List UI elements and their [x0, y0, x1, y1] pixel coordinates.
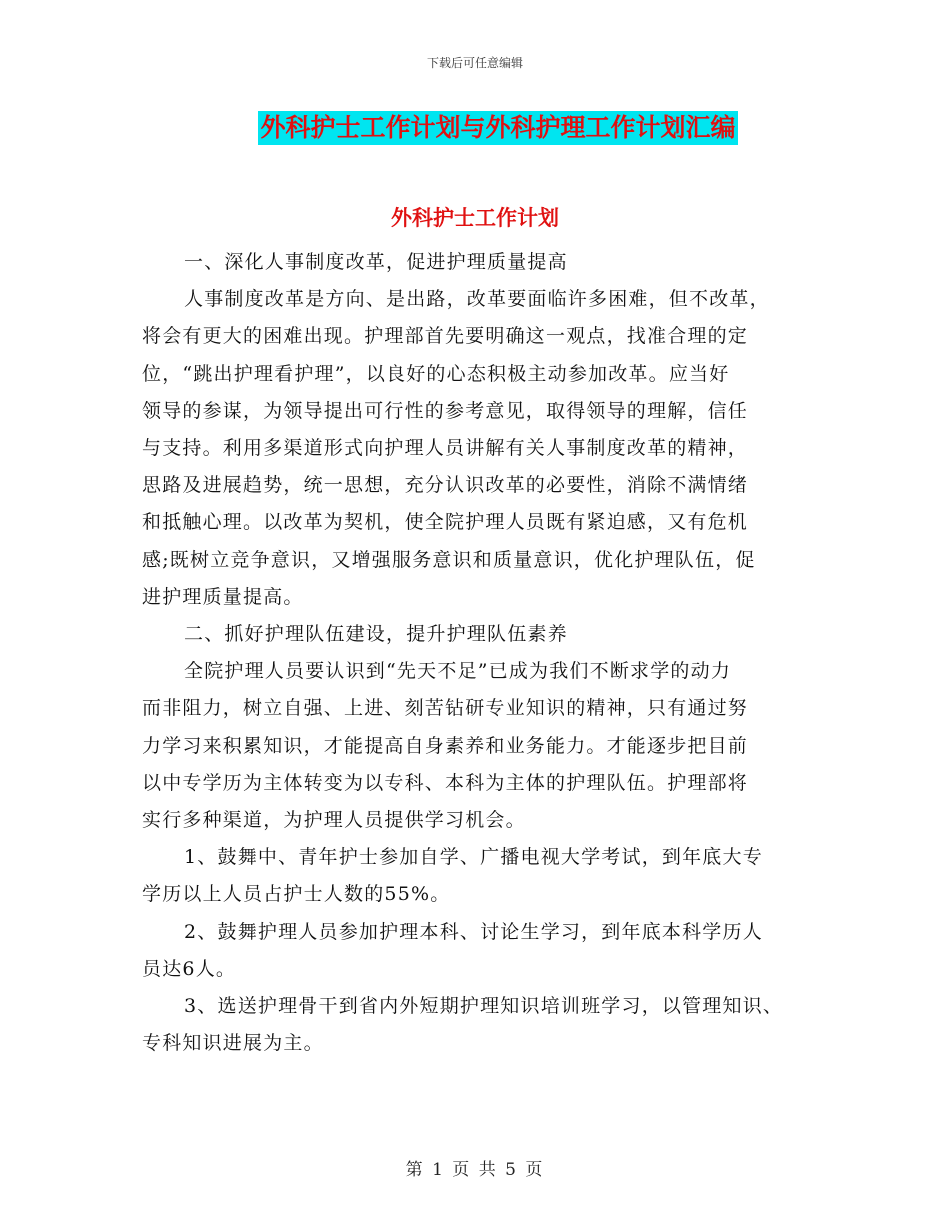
body-line: 以中专学历为主体转变为以专科、本科为主体的护理队伍。护理部将	[142, 771, 749, 794]
body-line: 位，“跳出护理看护理”，以良好的心态积极主动参加改革。应当好	[142, 362, 730, 385]
body-line: 3、选送护理骨干到省内外短期护理知识培训班学习，以管理知识、	[184, 995, 784, 1018]
header-note: 下载后可任意编辑	[426, 56, 523, 70]
body-line: 进护理质量提高。	[142, 585, 304, 608]
body-text	[142, 244, 822, 1062]
body-line: 与支持。利用多渠道形式向护理人员讲解有关人事制度改革的精神，	[142, 437, 749, 460]
body-line: 员达6人。	[142, 957, 237, 980]
body-line: 和抵触心理。以改革为契机，使全院护理人员既有紧迫感，又有危机	[142, 511, 749, 534]
body-line: 思路及进展趋势，统一思想，充分认识改革的必要性，消除不满情绪	[142, 474, 749, 497]
body-line: 二、抓好护理队伍建设，提升护理队伍素养	[184, 623, 568, 646]
body-line: 全院护理人员要认识到“先天不足”已成为我们不断求学的动力	[184, 660, 732, 683]
body-line: 将会有更大的困难出现。护理部首先要明确这一观点，找准合理的定	[142, 325, 749, 348]
body-line: 一、深化人事制度改革，促进护理质量提高	[184, 251, 568, 273]
body-line: 实行多种渠道，为护理人员提供学习机会。	[142, 809, 526, 832]
page-footer: 第 1 页 共 5 页	[405, 1160, 545, 1180]
document-title: 外科护士工作计划与外科护理工作计划汇编	[258, 111, 737, 145]
body-line: 感;既树立竞争意识，又增强服务意识和质量意识，优化护理队伍，促	[142, 548, 756, 571]
body-line: 2、鼓舞护理人员参加护理本科、讨论生学习，到年底本科学历人	[184, 920, 763, 943]
body-line: 力学习来积累知识，才能提高自身素养和业务能力。才能逐步把目前	[142, 734, 749, 757]
body-line: 学历以上人员占护士人数的55%。	[142, 883, 451, 906]
body-line: 而非阻力，树立自强、上进、刻苦钻研专业知识的精神，只有通过努	[142, 697, 749, 720]
body-line: 专科知识进展为主。	[142, 1032, 324, 1055]
body-line: 1、鼓舞中、青年护士参加自学、广播电视大学考试，到年底大专	[184, 846, 763, 869]
section-title: 外科护士工作计划	[391, 205, 559, 230]
document-title-container	[0, 111, 950, 145]
body-line: 领导的参谋，为领导提出可行性的参考意见，取得领导的理解，信任	[142, 399, 749, 422]
body-line: 人事制度改革是方向、是出路，改革要面临许多困难，但不改革，	[184, 288, 770, 311]
